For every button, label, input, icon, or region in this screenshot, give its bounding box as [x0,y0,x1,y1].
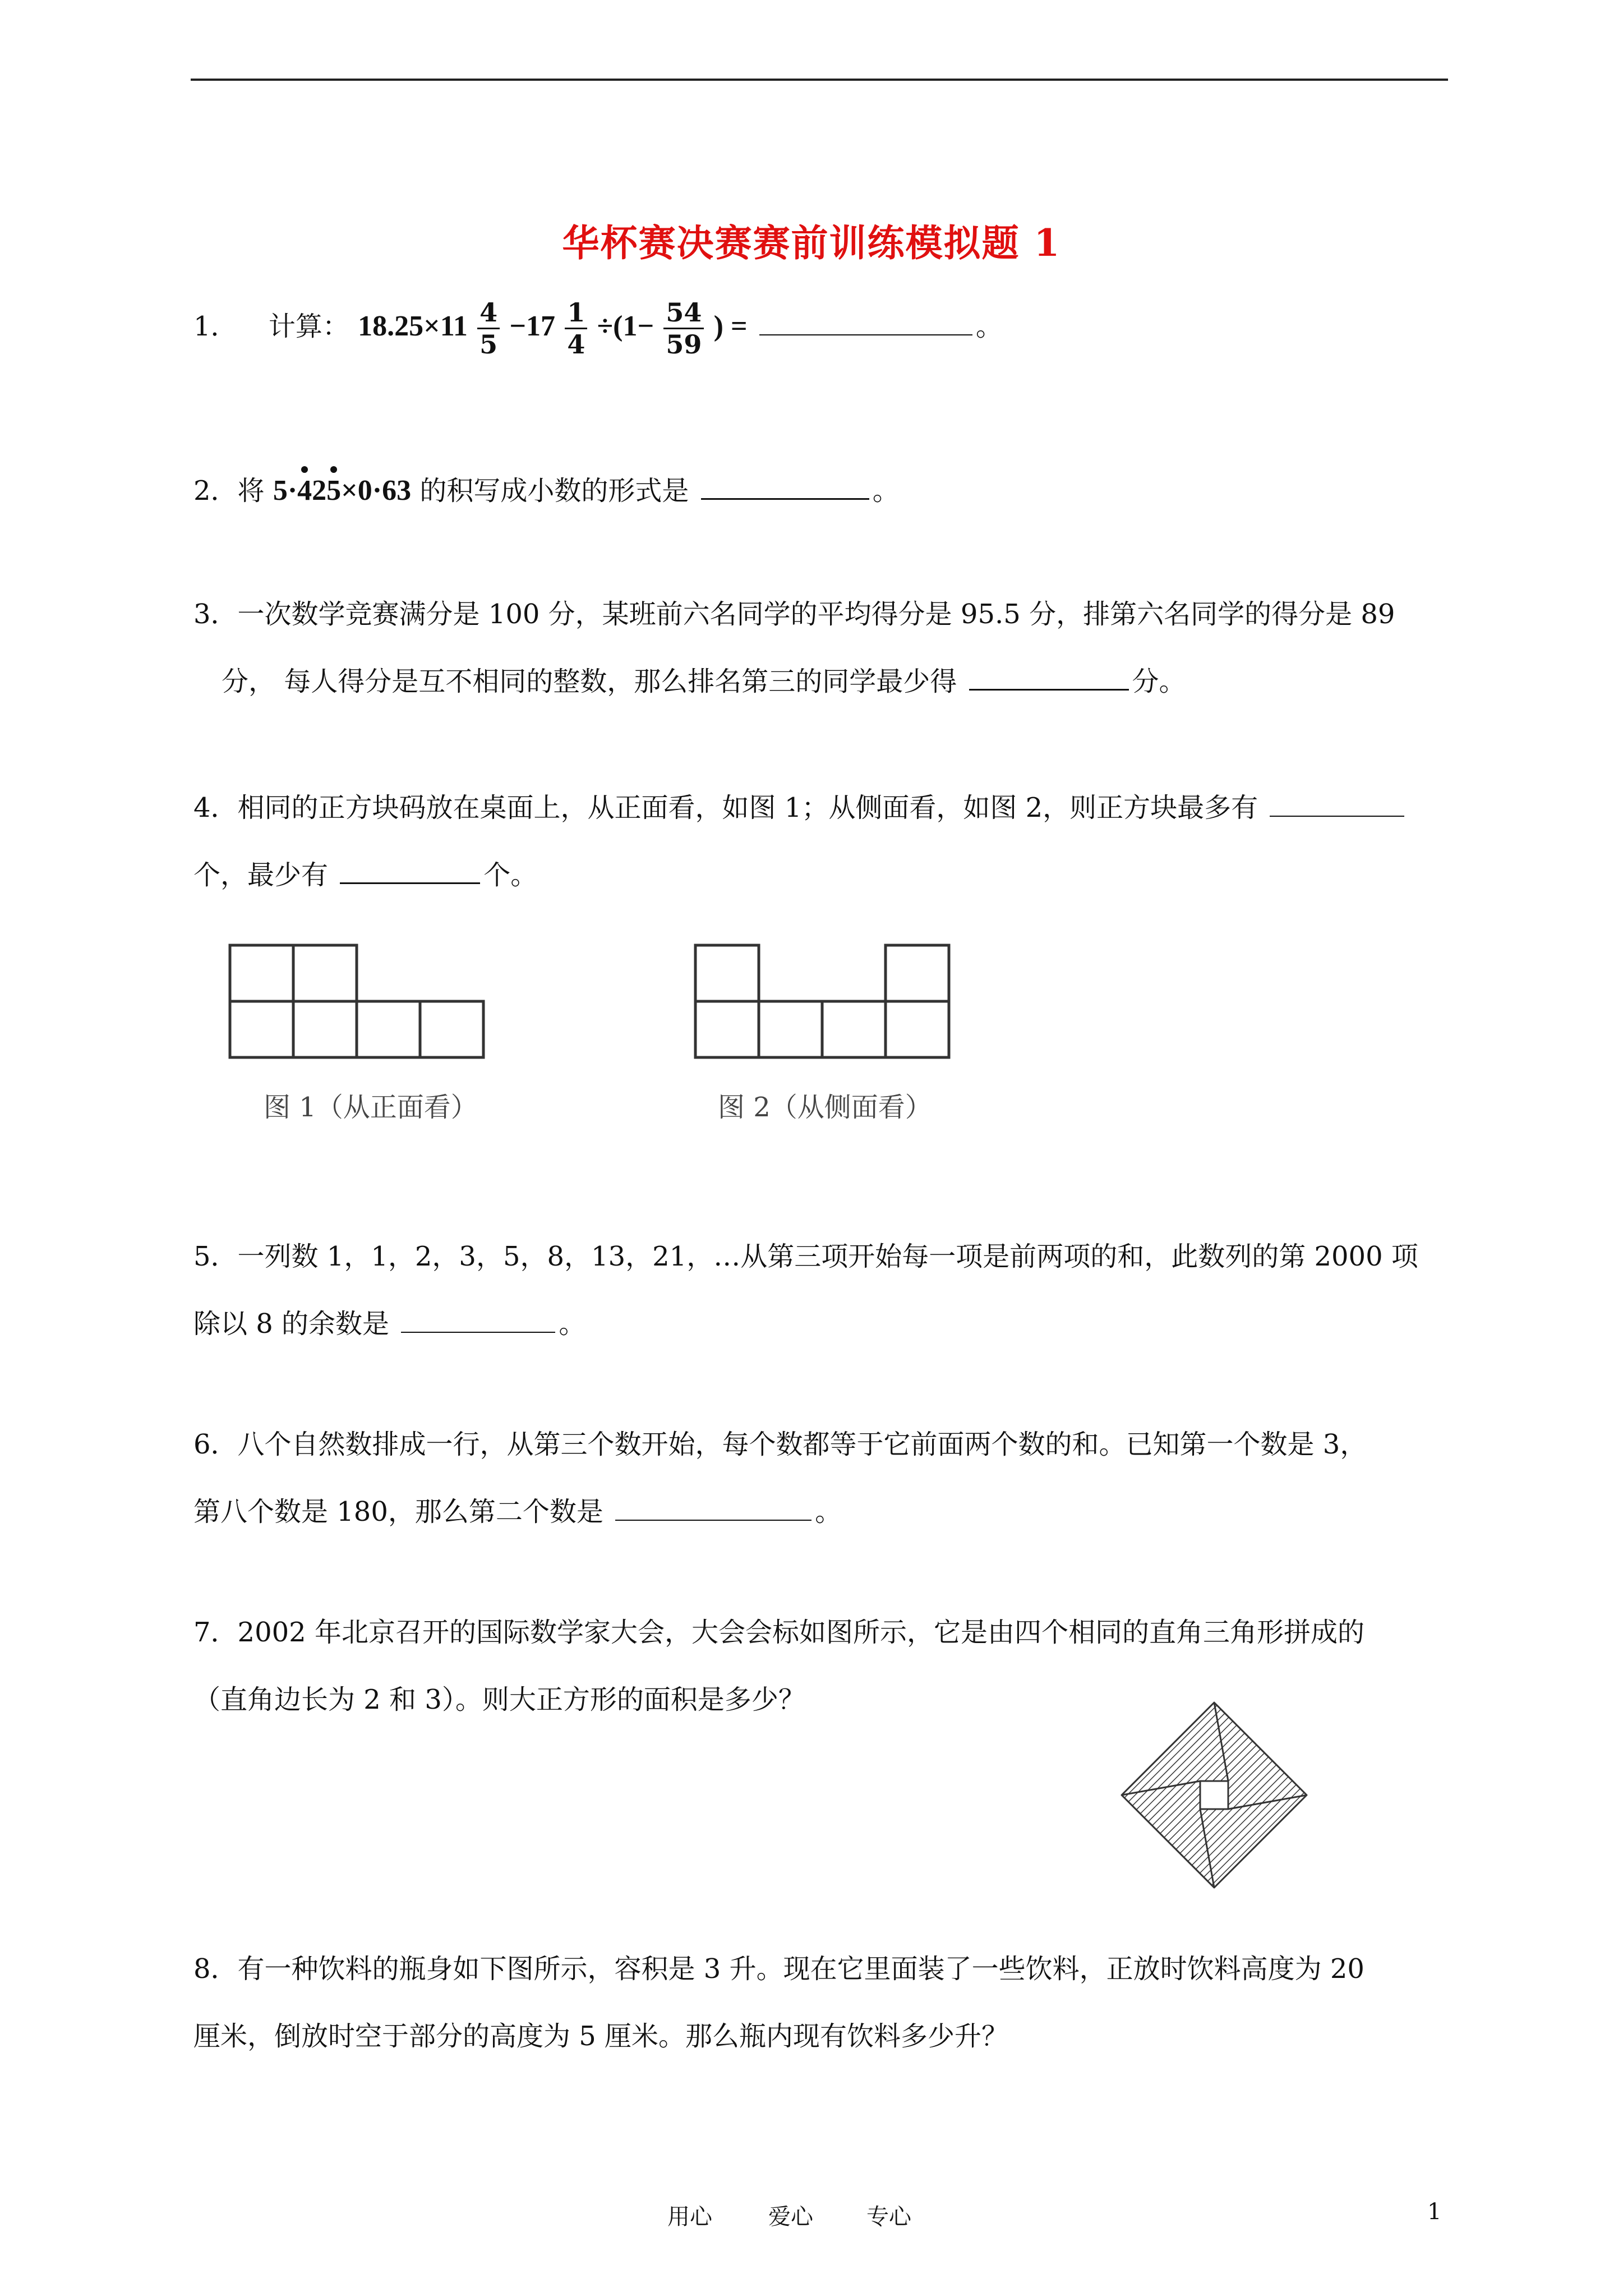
q1-expr-d: ) = [713,310,748,342]
fig1-square-bottom-3 [357,1001,420,1057]
fig2-square-top-left [695,945,759,1001]
fig2-square-bottom-2 [759,1001,822,1057]
figure-1-caption: 图 1（从正面看） [264,1092,478,1123]
q5-end: 。 [559,1308,586,1340]
q2-dotted-digit-5: 5 [326,475,342,507]
q4-line-2 [193,858,537,892]
figure-2-caption: 图 2（从侧面看） [718,1092,932,1123]
q1-expr-b: −17 [509,310,556,342]
q7-line-1: 7．2002 年北京召开的国际数学家大会，大会会标如图所示，它是由四个相同的直角三角形拼成的 [193,1617,1364,1648]
q3-line-1: 3．一次数学竞赛满分是 100 分，某班前六名同学的平均得分是 95.5 分，排第六名同学的得分是 89 [193,599,1395,630]
q2-m1: 5· [273,475,298,507]
question-1 [193,297,1003,360]
q5-answer-blank[interactable] [401,1309,555,1333]
q3-answer-blank[interactable] [969,666,1129,691]
q1-number: 1． [193,311,238,342]
q7-line-2: （直角边长为 2 和 3）。则大正方形的面积是多少？ [193,1684,805,1715]
fig1-square-top-2 [293,945,357,1001]
q3-line-2 [222,665,1186,698]
q2-factor-1 [273,475,411,507]
q1-frac2-denominator: 4 [567,329,585,360]
q6-line-2-text: 第八个数是 180，那么第二个数是 [193,1496,603,1527]
q1-frac1-numerator: 4 [477,297,500,329]
q1-end: 。 [975,311,1003,342]
footer-word-2: 爱心 [768,2204,813,2230]
q1-label: 计算： [268,311,349,342]
q2-dotted-digit-4: 4 [297,475,312,507]
fig2-square-bottom-1 [695,1001,759,1057]
q2-digit-2: 2 [312,475,327,507]
q5-line-2 [193,1307,585,1341]
q1-frac2-numerator: 1 [565,297,587,329]
q1-fraction-3 [663,297,704,360]
q3-end: 分。 [1132,666,1186,697]
fig1-square-bottom-1 [230,1001,293,1057]
page-number: 1 [1427,2199,1442,2225]
fig1-square-bottom-4 [420,1001,483,1057]
q6-line-1: 6．八个自然数排成一行，从第三个数开始，每个数都等于它前面两个数的和。已知第一个数是 3， [193,1429,1367,1460]
q5-line-2-text: 除以 8 的余数是 [193,1308,390,1340]
logo-inner-square [1200,1781,1228,1809]
q1-expr-c: ÷(1− [597,310,654,342]
page-title: 华杯赛决赛赛前训练模拟题 1 [562,221,1061,265]
q4-line-1-text: 4．相同的正方块码放在桌面上，从正面看，如图 1；从侧面看，如图 2，则正方块最多有 [193,792,1258,823]
header-rule [191,79,1448,81]
footer-word-3: 专心 [866,2204,911,2230]
q5-line-1: 5．一列数 1，1，2，3，5，8，13，21，…从第三项开始每一项是前两项的和，此数列的第 2000 项 [193,1241,1418,1272]
q6-line-2 [193,1495,842,1529]
fig2-square-bottom-4 [886,1001,949,1057]
fig2-square-top-right [886,945,949,1001]
figure-1-front-view [227,942,491,1060]
q4-line-1 [193,791,1408,825]
q6-end: 。 [815,1496,842,1527]
q3-line-2-text: 分， 每人得分是互不相同的整数，那么排名第三的同学最少得 [222,666,957,697]
fig1-square-top-1 [230,945,293,1001]
q4-max-blank[interactable] [1270,793,1404,817]
q1-answer-blank[interactable] [759,312,972,335]
icm-logo-figure [1119,1700,1310,1890]
q1-fraction-2 [565,297,587,360]
question-2 [193,474,900,508]
fig2-square-bottom-3 [822,1001,886,1057]
q1-frac3-denominator: 59 [666,329,702,360]
q2-suffix: 的积写成小数的形式是 [419,475,689,507]
q2-answer-blank[interactable] [701,476,869,500]
q4-min-blank[interactable] [340,860,480,884]
q1-expr-a: 18.25×11 [358,310,468,342]
q6-answer-blank[interactable] [615,1497,811,1521]
q4-line-2a: 个，最少有 [193,859,329,891]
footer-word-1: 用心 [667,2204,712,2230]
q1-fraction-1 [477,297,500,360]
q1-frac3-numerator: 54 [663,297,704,329]
q2-m2: ×0·63 [341,475,412,507]
q2-prefix: 2．将 [193,475,265,507]
q8-line-2: 厘米，倒放时空于部分的高度为 5 厘米。那么瓶内现有饮料多少升？ [193,2021,1009,2052]
fig1-square-bottom-2 [293,1001,357,1057]
q2-end: 。 [872,475,900,507]
q8-line-1: 8．有一种饮料的瓶身如下图所示，容积是 3 升。现在它里面装了一些饮料，正放时饮料高度为 20 [193,1953,1364,1985]
q1-frac1-denominator: 5 [479,329,498,360]
q4-line-2b: 个。 [483,859,538,891]
figure-2-side-view [693,942,956,1060]
